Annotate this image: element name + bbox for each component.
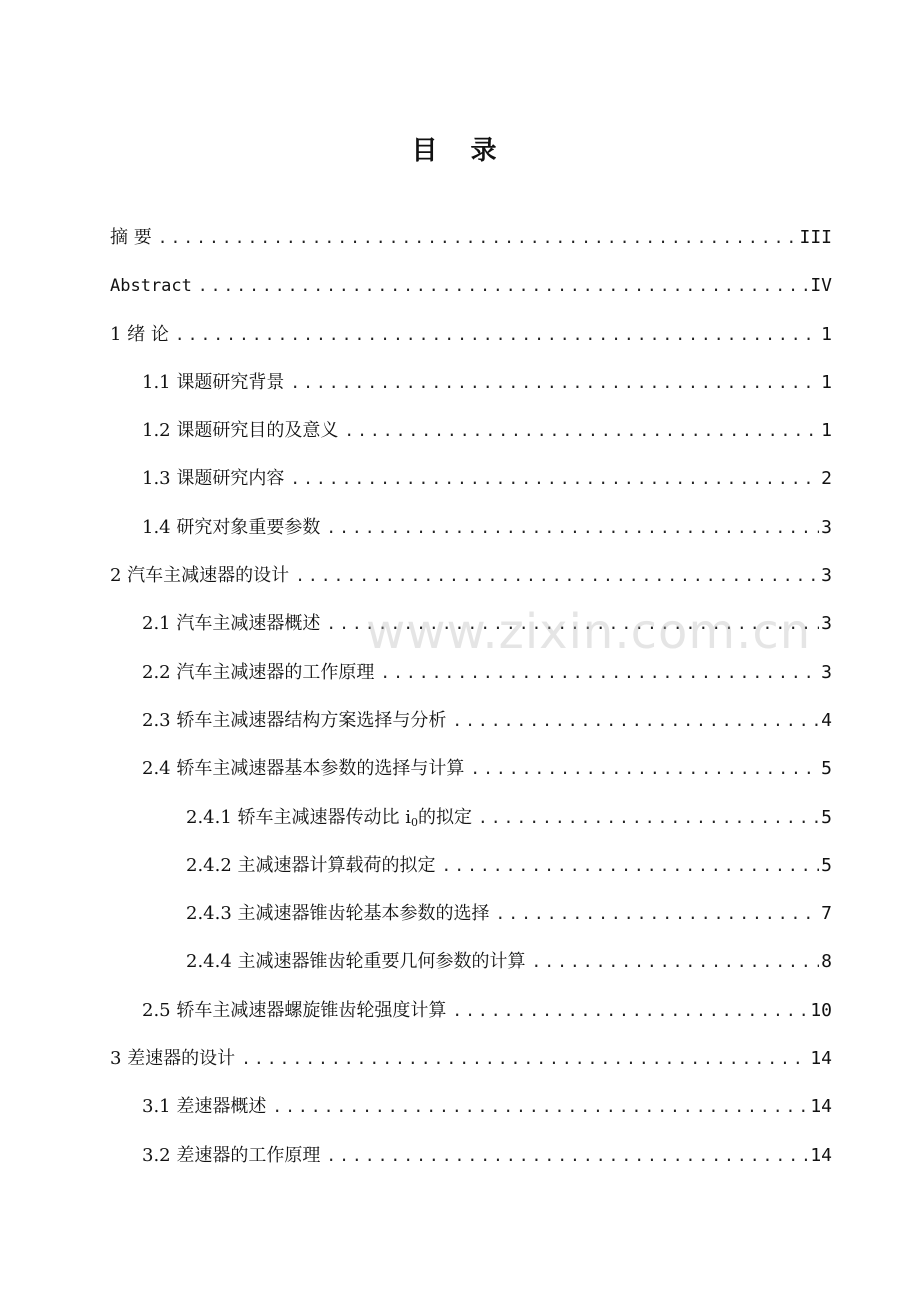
toc-entry-label: 2.4.3 主减速器锥齿轮基本参数的选择 [186,903,490,925]
toc-entry-label-post: 的拟定 [418,806,472,828]
toc-entry-label: 3 差速器的设计 [110,1048,236,1070]
toc-leader-dots [496,898,820,930]
toc-entry[interactable] [110,946,832,994]
toc-entry-label: 1 绪 论 [110,323,169,345]
toc-entry-label: 1.1 课题研究背景 [142,371,285,393]
toc-entry-label: 2.2 汽车主减速器的工作原理 [142,661,375,683]
toc-page-number: 3 [821,661,832,683]
toc-leader-dots [290,367,819,399]
toc-leader-dots [326,512,819,544]
toc-entry-label: 2.4.2 主减速器计算载荷的拟定 [186,854,436,876]
toc-leader-dots [272,1091,808,1123]
toc-entry[interactable] [110,802,832,850]
toc-page-number: 7 [821,903,832,925]
page-title: 目 录 [411,136,509,166]
toc-page-number: 1 [821,323,832,345]
toc-entry-label: Abstract [110,276,192,297]
toc-entry-label: 3.2 差速器的工作原理 [142,1144,321,1166]
toc-entry-label-pre: 2.4.1 轿车主减速器传动比 i [186,806,411,828]
toc-page-number: III [799,227,832,248]
watermark: www.zixin.com.cn [366,604,812,660]
toc-entry[interactable] [110,1091,832,1139]
toc-page-number: 3 [821,516,832,538]
toc-page-number: 4 [821,709,832,731]
toc-page-number: 3 [821,613,832,635]
toc-entry[interactable] [110,705,832,753]
toc-leader-dots [158,222,798,254]
toc-entry-label: 1.3 课题研究内容 [142,468,285,490]
toc-leader-dots [452,995,808,1027]
toc-entry[interactable] [110,463,832,511]
toc-entry-label: 3.1 差速器概述 [142,1096,267,1118]
toc-entry[interactable] [110,1140,832,1188]
toc-entry-label: 2.4 轿车主减速器基本参数的选择与计算 [142,758,465,780]
toc-leader-dots [344,415,819,447]
toc-page-number: 8 [821,951,832,973]
toc-entry[interactable] [110,898,832,946]
toc-entry[interactable] [110,319,832,367]
toc-entry-label: 摘 要 [110,227,152,248]
toc-leader-dots [198,270,808,302]
toc-page-number: 2 [821,468,832,490]
toc-entry[interactable] [110,222,832,270]
toc-entry-label: 2.5 轿车主减速器螺旋锥齿轮强度计算 [142,999,447,1021]
toc-entry-label: 1.4 研究对象重要参数 [142,516,321,538]
toc-leader-dots [380,657,819,689]
toc-leader-dots [326,608,819,640]
toc-leader-dots [442,850,820,882]
toc-page-number: 14 [810,1048,832,1070]
toc-entry[interactable] [110,995,832,1043]
toc-entry[interactable] [110,657,832,705]
toc-leader-dots [326,1140,808,1172]
toc-entry[interactable] [110,512,832,560]
toc-entry[interactable] [110,753,832,801]
toc-page-number: 1 [821,371,832,393]
toc-entry-label: 2 汽车主减速器的设计 [110,565,290,587]
toc-leader-dots [452,705,819,737]
toc-page-number: 1 [821,420,832,442]
toc-leader-dots [470,753,819,785]
toc-leader-dots [290,463,819,495]
toc-entry-label: 1.2 课题研究目的及意义 [142,420,339,442]
toc-entry[interactable] [110,560,832,608]
toc-entry[interactable] [110,1043,832,1091]
toc-entry[interactable] [110,608,832,656]
toc-entry[interactable] [110,850,832,898]
toc-leader-dots [295,560,819,592]
toc-leader-dots [532,946,820,978]
toc-page-number: 10 [810,999,832,1021]
toc-entry-label [186,802,472,839]
toc-page-number: 3 [821,565,832,587]
toc-entry-label: 2.3 轿车主减速器结构方案选择与分析 [142,709,447,731]
toc-leader-dots [175,319,819,351]
toc-entry-label-subscript: 0 [411,815,418,829]
toc-leader-dots [241,1043,808,1075]
toc-page-number: 5 [821,758,832,780]
toc-entry[interactable] [110,367,832,415]
toc-page-number: 5 [821,854,832,876]
table-of-contents [110,222,832,1188]
toc-entry[interactable] [110,415,832,463]
toc-entry-label: 2.4.4 主减速器锥齿轮重要几何参数的计算 [186,951,526,973]
toc-entry-label: 2.1 汽车主减速器概述 [142,613,321,635]
toc-leader-dots [478,802,819,834]
toc-entry[interactable] [110,270,832,318]
toc-page-number: 14 [810,1144,832,1166]
toc-page-number: 14 [810,1096,832,1118]
toc-page-number: 5 [821,806,832,828]
toc-page-number: IV [810,275,832,297]
